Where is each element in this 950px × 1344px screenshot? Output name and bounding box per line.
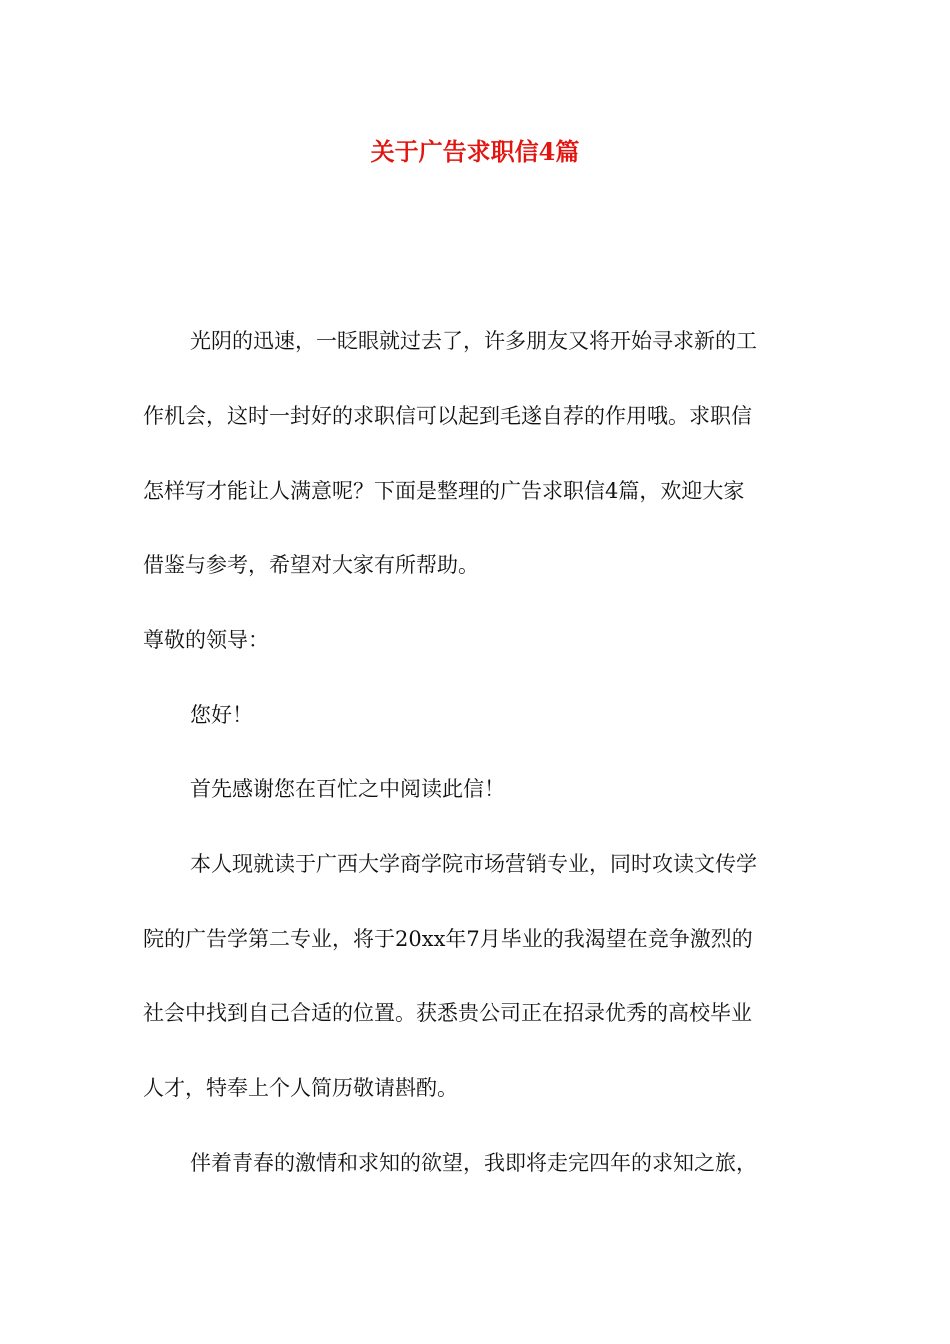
paragraph-line: 怎样写才能让人满意呢？下面是整理的广告求职信4篇，欢迎大家 xyxy=(143,479,745,503)
salutation: 尊敬的领导： xyxy=(143,628,269,652)
paragraph-line: 伴着青春的激情和求知的欲望，我即将走完四年的求知之旅， xyxy=(190,1151,757,1175)
paragraph-line: 院的广告学第二专业，将于20xx年7月毕业的我渴望在竞争激烈的 xyxy=(143,927,753,951)
document-title: 关于广告求职信4篇 xyxy=(370,137,580,166)
paragraph-line: 光阴的迅速，一眨眼就过去了，许多朋友又将开始寻求新的工 xyxy=(190,329,757,353)
paragraph-line: 本人现就读于广西大学商学院市场营销专业，同时攻读文传学 xyxy=(190,852,757,876)
paragraph-line: 作机会，这时一封好的求职信可以起到毛遂自荐的作用哦。求职信 xyxy=(143,404,752,428)
greeting: 您好！ xyxy=(190,703,253,727)
paragraph-line: 借鉴与参考，希望对大家有所帮助。 xyxy=(143,553,479,577)
paragraph-line: 首先感谢您在百忙之中阅读此信！ xyxy=(190,777,505,801)
paragraph-line: 人才，特奉上个人简历敬请斟酌。 xyxy=(143,1076,458,1100)
paragraph-line: 社会中找到自己合适的位置。获悉贵公司正在招录优秀的高校毕业 xyxy=(143,1001,752,1025)
